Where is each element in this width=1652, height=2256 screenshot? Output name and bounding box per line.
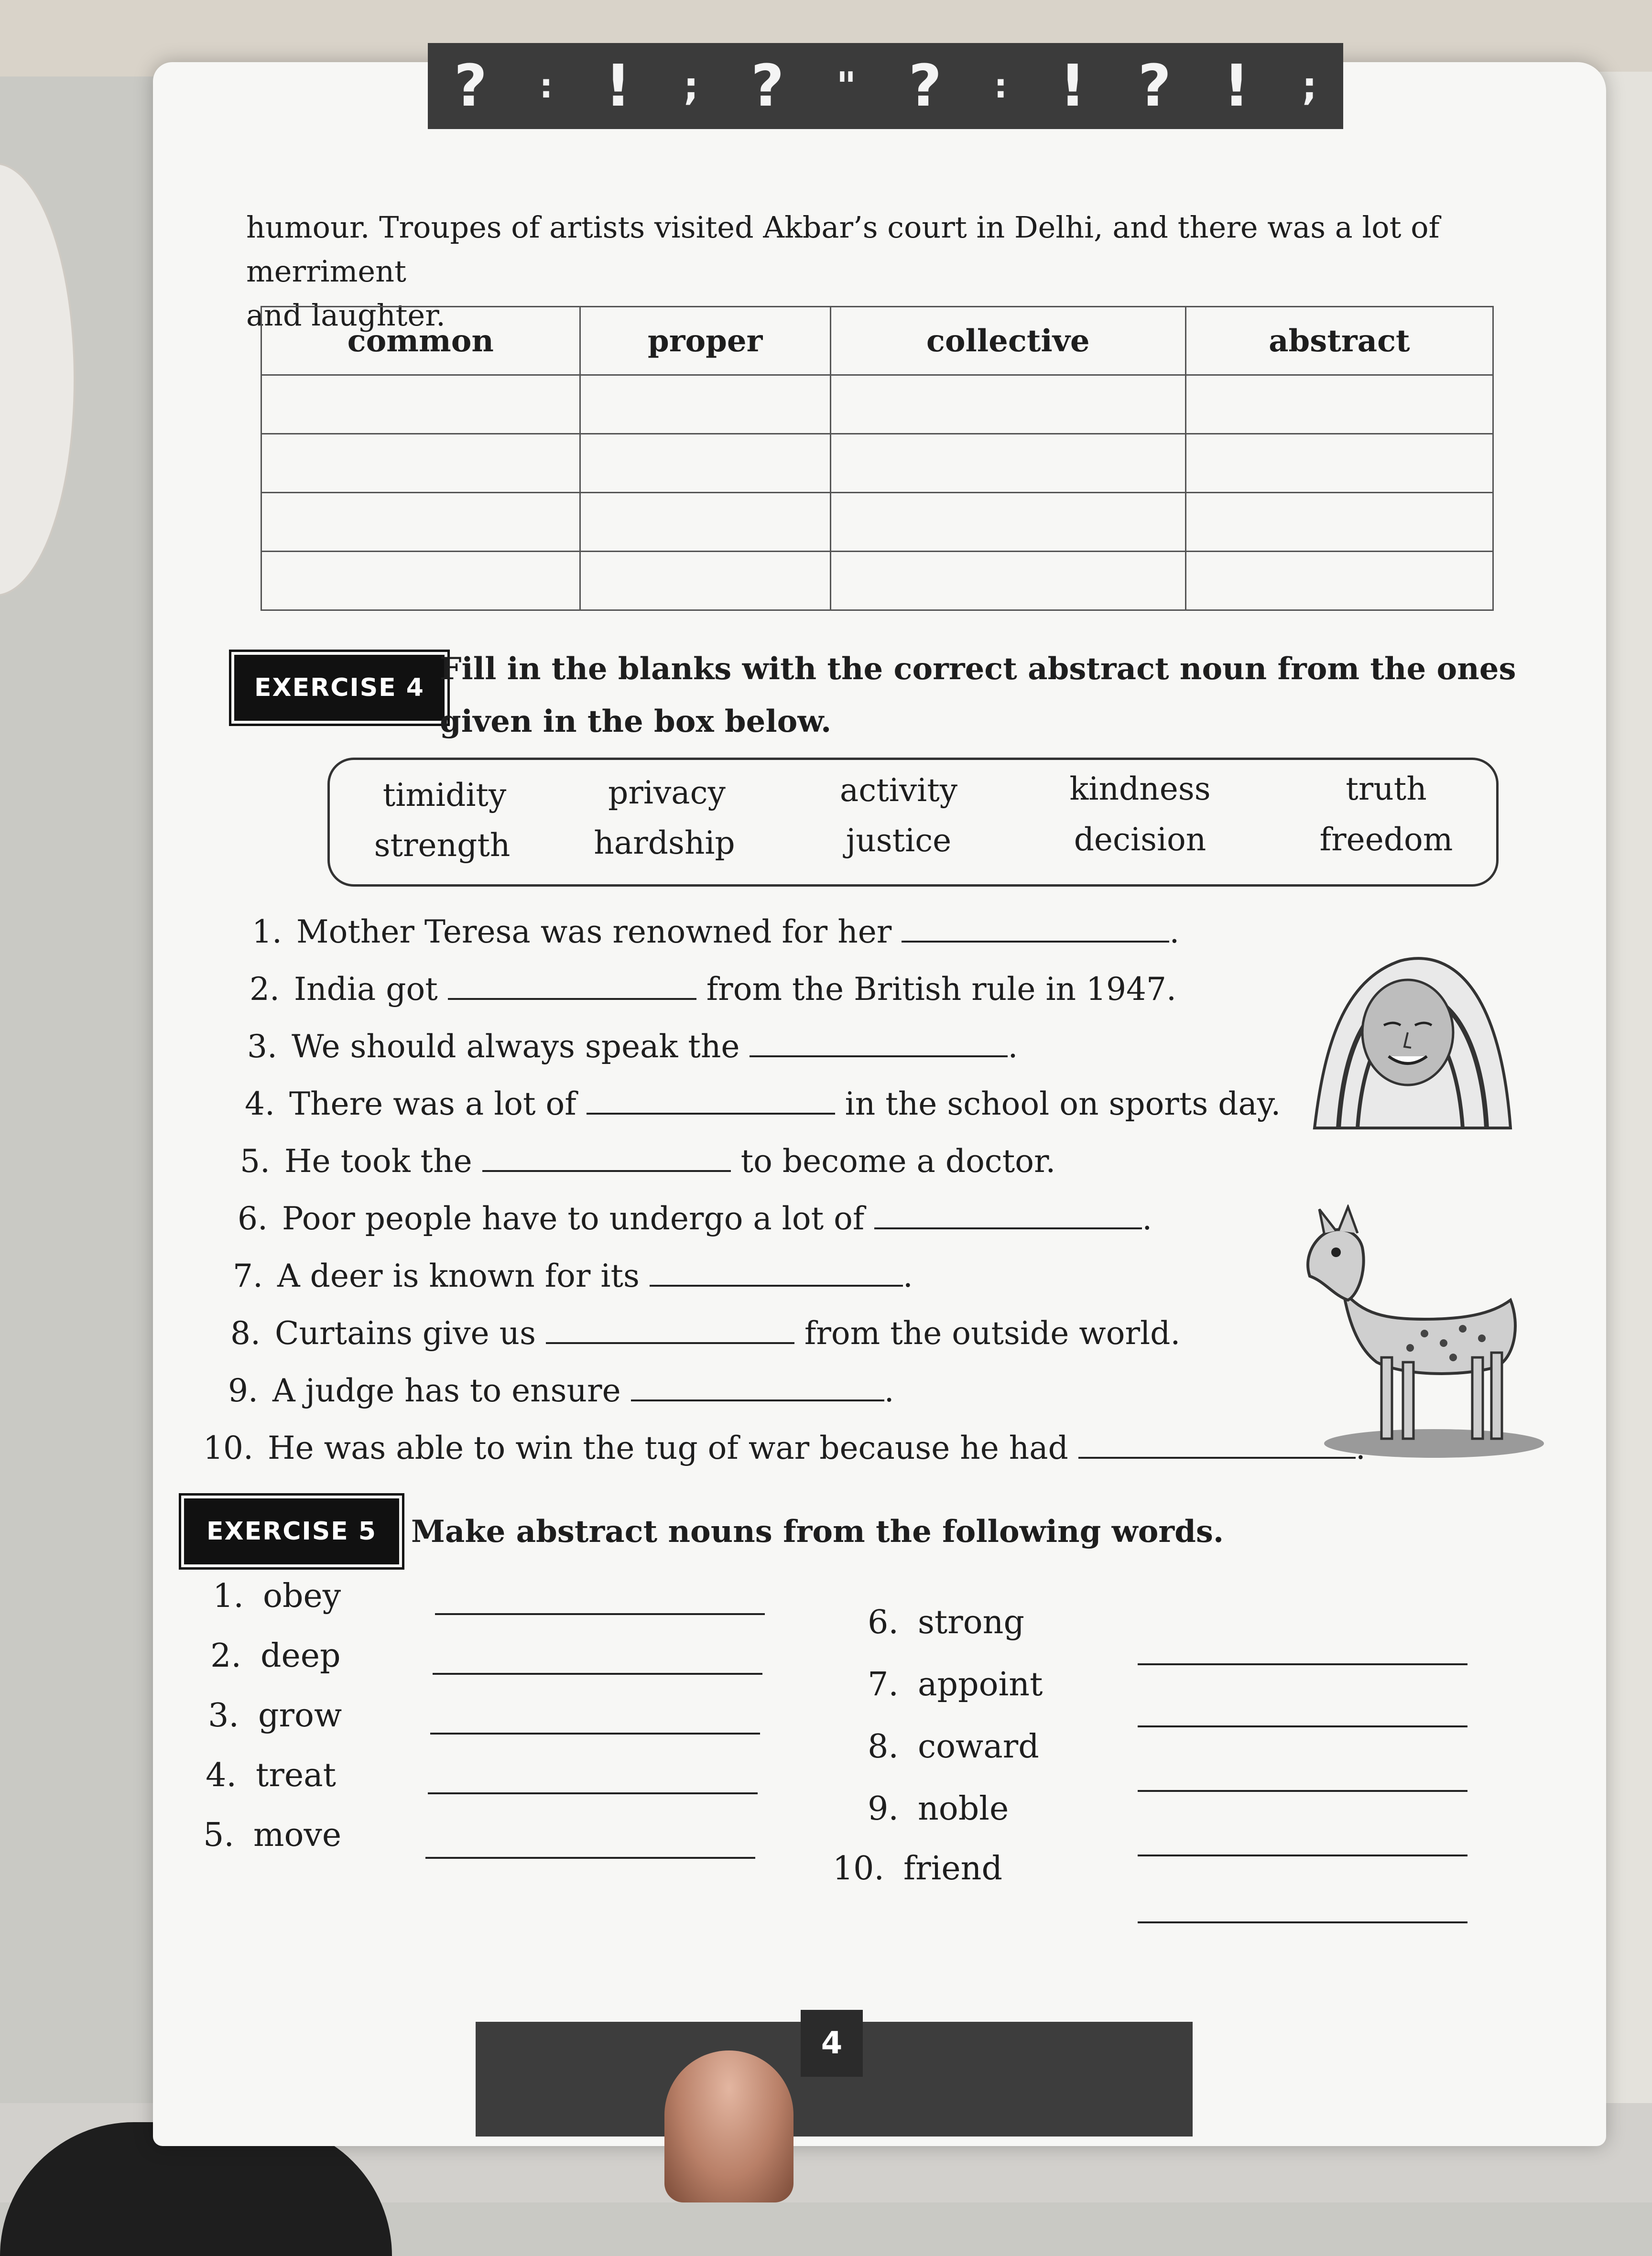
question-number: 5. xyxy=(240,1143,270,1180)
intro-line: and laughter. xyxy=(246,298,446,333)
item-word: coward xyxy=(918,1728,1039,1766)
word-box-item: kindness xyxy=(1069,770,1211,807)
item-number: 10. xyxy=(832,1850,884,1887)
answer-blank[interactable] xyxy=(874,1199,1142,1229)
question-text-end: from the outside world. xyxy=(804,1315,1181,1352)
item-number: 8. xyxy=(868,1728,899,1766)
answer-blank[interactable] xyxy=(546,1313,794,1344)
word-box-item: strength xyxy=(374,827,511,864)
answer-line[interactable] xyxy=(1138,1790,1467,1792)
header-common: common xyxy=(261,307,580,375)
thumb xyxy=(664,2050,793,2202)
answer-line[interactable] xyxy=(430,1733,760,1735)
exercise-5-instruction: Make abstract nouns from the following words. xyxy=(411,1514,1224,1550)
item-word: appoint xyxy=(918,1666,1043,1703)
punctuation-banner xyxy=(428,43,1343,129)
question-text-end: in the school on sports day. xyxy=(845,1085,1281,1122)
word-box-item: hardship xyxy=(594,824,735,861)
table-cell[interactable] xyxy=(830,434,1185,493)
word-item-10 xyxy=(832,1850,1002,1887)
banner-symbol: ? xyxy=(1138,53,1172,119)
table-row xyxy=(261,552,1493,610)
word-item-1 xyxy=(191,1577,341,1615)
word-box-item: timidity xyxy=(382,777,507,813)
answer-blank[interactable] xyxy=(631,1371,884,1401)
banner-symbol: ; xyxy=(683,64,699,108)
item-word: obey xyxy=(263,1577,341,1615)
question-number: 7. xyxy=(233,1258,263,1294)
question-text-end: from the British rule in 1947. xyxy=(706,971,1176,1008)
table-row xyxy=(261,375,1493,434)
item-word: treat xyxy=(256,1757,336,1794)
item-number: 9. xyxy=(868,1790,899,1828)
answer-line[interactable] xyxy=(1138,1855,1467,1856)
question-text-end: to become a doctor. xyxy=(740,1143,1056,1180)
intro-line: humour. Troupes of artists visited Akbar’s court in Delhi, and there was a lot of merriment xyxy=(246,210,1440,289)
word-item-3 xyxy=(186,1697,342,1735)
exercise-4-badge: EXERCISE 4 xyxy=(234,655,445,721)
question-9 xyxy=(206,1367,894,1415)
question-text-end: . xyxy=(884,1372,894,1409)
banner-symbol: ; xyxy=(1302,64,1317,108)
item-word: noble xyxy=(918,1790,1009,1828)
lamp-shape xyxy=(0,163,76,597)
header-proper: proper xyxy=(580,307,830,375)
header-collective: collective xyxy=(830,307,1185,375)
answer-blank[interactable] xyxy=(750,1027,1008,1057)
table-cell[interactable] xyxy=(1185,493,1493,552)
question-text-end: . xyxy=(1169,913,1180,950)
table-cell[interactable] xyxy=(580,375,830,434)
word-item-4 xyxy=(184,1757,336,1794)
mother-teresa-illustration xyxy=(1286,903,1525,1142)
question-text: Curtains give us xyxy=(275,1315,536,1352)
noun-classification-table xyxy=(261,306,1494,611)
answer-line[interactable] xyxy=(433,1673,762,1675)
question-5 xyxy=(217,1138,1055,1185)
banner-symbol: ? xyxy=(750,53,784,119)
item-number: 7. xyxy=(868,1666,899,1703)
question-number: 1. xyxy=(252,913,282,950)
banner-symbol: ? xyxy=(454,53,488,119)
banner-symbol: " xyxy=(836,64,857,108)
table-header-row xyxy=(261,307,1493,375)
answer-blank[interactable] xyxy=(482,1141,731,1172)
word-box-item: justice xyxy=(846,822,952,859)
question-number: 6. xyxy=(238,1200,268,1237)
item-word: friend xyxy=(903,1850,1002,1887)
answer-line[interactable] xyxy=(1138,1725,1467,1727)
table-cell[interactable] xyxy=(261,552,580,610)
question-number: 3. xyxy=(247,1028,277,1065)
answer-blank[interactable] xyxy=(650,1256,903,1287)
question-text: There was a lot of xyxy=(289,1085,576,1122)
question-text: India got xyxy=(294,971,438,1008)
answer-blank[interactable] xyxy=(448,969,696,1000)
word-item-9 xyxy=(846,1790,1009,1828)
word-box-item: decision xyxy=(1074,821,1206,858)
answer-line[interactable] xyxy=(1138,1921,1467,1923)
question-text: He took the xyxy=(284,1143,472,1180)
item-number: 3. xyxy=(208,1697,239,1735)
table-cell[interactable] xyxy=(580,493,830,552)
answer-blank[interactable] xyxy=(587,1084,835,1115)
question-1 xyxy=(229,908,1179,956)
word-item-6 xyxy=(846,1604,1024,1641)
word-box-item: privacy xyxy=(608,774,726,811)
banner-symbol: ? xyxy=(908,53,942,119)
question-7 xyxy=(210,1252,913,1300)
deer-illustration xyxy=(1291,1204,1549,1463)
question-4 xyxy=(222,1080,1281,1128)
question-text: Mother Teresa was renowned for her xyxy=(296,913,892,950)
question-number: 9. xyxy=(228,1372,258,1409)
question-text: A judge has to ensure xyxy=(272,1372,621,1409)
answer-line[interactable] xyxy=(435,1613,765,1615)
exercise-5-badge: EXERCISE 5 xyxy=(184,1498,399,1564)
question-text-end: . xyxy=(1142,1200,1152,1237)
item-word: deep xyxy=(261,1637,341,1675)
question-number: 10. xyxy=(203,1430,253,1466)
item-number: 4. xyxy=(206,1757,237,1794)
question-number: 4. xyxy=(245,1085,275,1122)
word-item-2 xyxy=(189,1637,341,1675)
word-box-item: truth xyxy=(1346,770,1427,807)
table-cell[interactable] xyxy=(580,434,830,493)
word-item-5 xyxy=(182,1816,341,1854)
item-word: grow xyxy=(258,1697,342,1735)
word-box-item: freedom xyxy=(1319,821,1453,858)
table-row xyxy=(261,493,1493,552)
item-number: 1. xyxy=(213,1577,244,1615)
table-cell[interactable] xyxy=(1185,552,1493,610)
question-10 xyxy=(201,1424,1366,1472)
question-number: 8. xyxy=(230,1315,261,1352)
question-2 xyxy=(227,965,1176,1013)
question-text: He was able to win the tug of war because he had xyxy=(268,1430,1068,1466)
table-cell[interactable] xyxy=(580,552,830,610)
question-text: A deer is known for its xyxy=(277,1258,640,1294)
exercise-4-instruction: Fill in the blanks with the correct abstract noun from the ones given in the box below. xyxy=(440,651,1516,739)
table-cell[interactable] xyxy=(261,434,580,493)
header-abstract: abstract xyxy=(1185,307,1493,375)
table-cell[interactable] xyxy=(261,493,580,552)
item-number: 6. xyxy=(868,1604,899,1641)
item-word: strong xyxy=(918,1604,1024,1641)
answer-line[interactable] xyxy=(425,1857,755,1859)
item-number: 2. xyxy=(210,1637,241,1675)
banner-symbol: ! xyxy=(605,53,631,119)
page-number: 4 xyxy=(801,2010,863,2077)
question-text: Poor people have to undergo a lot of xyxy=(282,1200,865,1237)
banner-symbol: : xyxy=(994,66,1008,106)
answer-line[interactable] xyxy=(1138,1663,1467,1665)
question-text-end: . xyxy=(1008,1028,1018,1065)
banner-symbol: ! xyxy=(1059,53,1086,119)
table-cell[interactable] xyxy=(830,493,1185,552)
table-cell[interactable] xyxy=(830,552,1185,610)
banner-symbol: : xyxy=(539,66,553,106)
word-item-7 xyxy=(846,1666,1043,1703)
question-number: 2. xyxy=(250,971,280,1008)
question-text-end: . xyxy=(902,1258,913,1294)
question-8 xyxy=(208,1310,1180,1357)
table-cell[interactable] xyxy=(1185,375,1493,434)
question-3 xyxy=(225,1023,1018,1071)
question-text: We should always speak the xyxy=(292,1028,740,1065)
word-item-8 xyxy=(846,1728,1039,1766)
item-word: move xyxy=(253,1816,342,1854)
item-number: 5. xyxy=(203,1816,234,1854)
banner-symbol: ! xyxy=(1223,53,1250,119)
table-cell[interactable] xyxy=(261,375,580,434)
word-box-item: activity xyxy=(839,772,958,809)
question-6 xyxy=(215,1195,1152,1243)
answer-blank[interactable] xyxy=(902,912,1169,943)
table-cell[interactable] xyxy=(1185,434,1493,493)
table-cell[interactable] xyxy=(830,375,1185,434)
table-row xyxy=(261,434,1493,493)
answer-line[interactable] xyxy=(428,1792,758,1794)
